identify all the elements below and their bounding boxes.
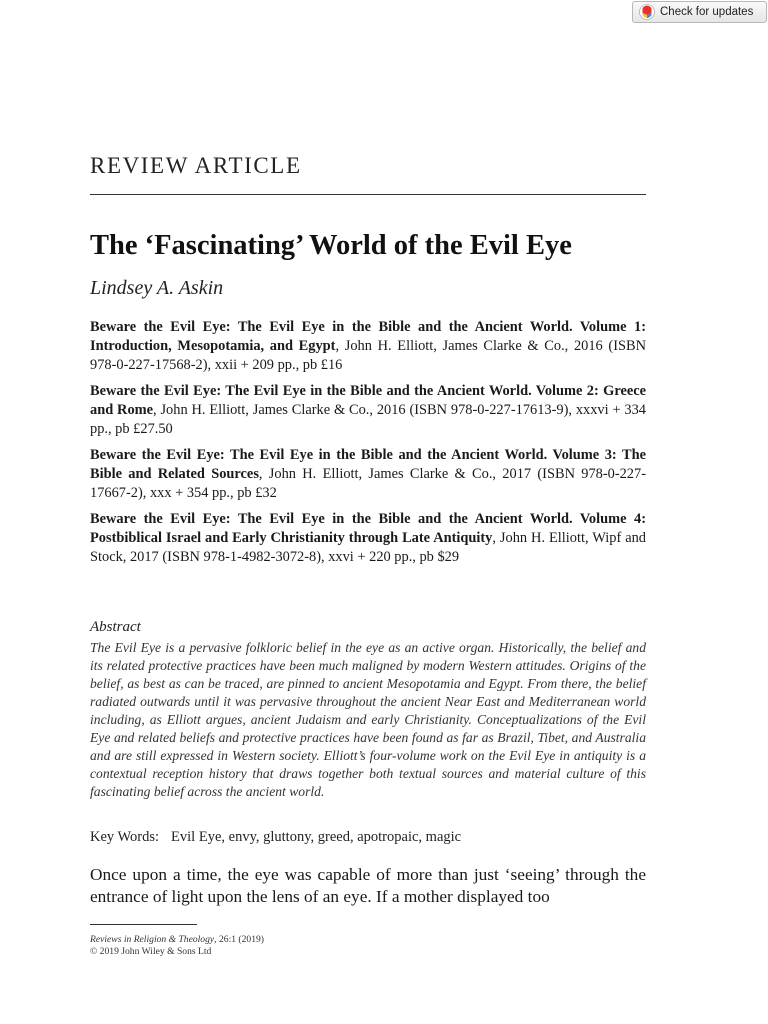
article-title: The ‘Fascinating’ World of the Evil Eye	[90, 230, 572, 261]
book-details: , John H. Elliott, James Clarke & Co., 2016 (ISBN 978-0-227-17613-9), xxxvi + 334 pp., pb £27.50	[90, 402, 646, 437]
article-author: Lindsey A. Askin	[90, 277, 224, 299]
book-title: Beware the Evil Eye: The Evil Eye in the Bible and the Ancient World. Volume 3: The Bible and Related Sources	[90, 447, 646, 482]
header-divider	[90, 194, 646, 195]
book-entry	[90, 446, 646, 503]
check-for-updates-label: Check for updates	[660, 6, 754, 18]
page-footer	[90, 934, 264, 957]
crossmark-icon	[639, 4, 655, 20]
book-entry	[90, 382, 646, 439]
book-details: , John H. Elliott, Wipf and Stock, 2017 (ISBN 978-1-4982-3072-8), xxvi + 220 pp., pb $29	[90, 530, 646, 565]
keywords-values: Evil Eye, envy, gluttony, greed, apotropaic, magic	[171, 829, 462, 845]
book-title: Beware the Evil Eye: The Evil Eye in the Bible and the Ancient World. Volume 1: Introduction, Mesopotamia, and Egypt	[90, 319, 646, 354]
book-entry	[90, 318, 646, 375]
keywords	[90, 829, 461, 846]
abstract-heading: Abstract	[90, 619, 141, 635]
journal-name: Reviews in Religion & Theology	[90, 934, 215, 945]
book-title: Beware the Evil Eye: The Evil Eye in the Bible and the Ancient World. Volume 4: Postbiblical Israel and Early Christianity through Late Antiquity	[90, 511, 646, 546]
journal-issue: , 26:1 (2019)	[214, 934, 265, 945]
book-details: , John H. Elliott, James Clarke & Co., 2016 (ISBN 978-0-227-17568-2), xxii + 209 pp., pb £16	[90, 338, 647, 373]
journal-citation	[90, 934, 264, 946]
section-label: REVIEW ARTICLE	[90, 153, 302, 178]
book-title: Beware the Evil Eye: The Evil Eye in the Bible and the Ancient World. Volume 2: Greece and Rome	[90, 383, 646, 418]
book-details: , John H. Elliott, James Clarke & Co., 2017 (ISBN 978-0-227-17667-2), xxx + 354 pp., pb £32	[90, 466, 646, 501]
copyright-notice: © 2019 John Wiley & Sons Ltd	[90, 945, 212, 957]
body-paragraph: Once upon a time, the eye was capable of more than just ‘seeing’ through the entrance of light upon the lens of an eye. If a mother displayed too	[90, 865, 646, 906]
reviewed-books	[90, 318, 646, 574]
abstract-text: The Evil Eye is a pervasive folkloric belief in the eye as an active organ. Historically, the belief and its related protective practices have been much maligned by modern Western attitudes. Origins of the belief, as best as can be traced, are pinned to ancient Mesopotamia and Egypt. From there, the belief radiated outwards until it was pervasive throughout the ancient Near East and Mediterranean world including, as Elliott argues, ancient Judaism and early Christianity. Conceptualizations of the Evil Eye and related beliefs and protective practices have been found as far as Brazil, Tibet, and Australia and are still expressed in Western society. Elliott’s four-volume work on the Evil Eye in antiquity is a contextual reception history that draws together both textual sources and material culture of this fascinating belief across the ancient world.	[90, 640, 646, 799]
check-for-updates-button[interactable]	[632, 1, 767, 23]
keywords-label: Key Words:	[90, 829, 160, 845]
footnote-divider	[90, 924, 197, 925]
book-entry	[90, 510, 646, 567]
